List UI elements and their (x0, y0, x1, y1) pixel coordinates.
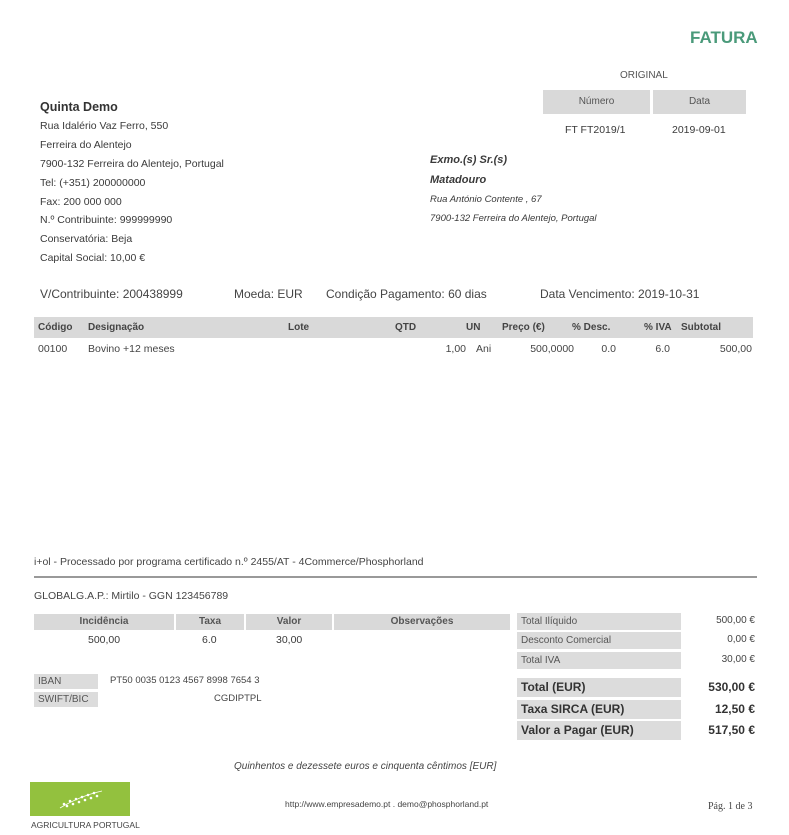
tax-col-value: Valor (246, 614, 332, 630)
number-header: Número (543, 90, 650, 114)
payment-terms: Condição Pagamento: 60 dias (326, 287, 487, 301)
summary-value-gross: 500,00 € (716, 615, 755, 626)
item-price: 500,0000 (530, 343, 574, 355)
company-phone: Tel: (+351) 200000000 (40, 177, 146, 189)
client-taxpayer: V/Contribuinte: 200438999 (40, 287, 183, 301)
iban-label: IBAN (34, 674, 98, 689)
item-qty: 1,00 (445, 343, 466, 355)
col-subtotal: Subtotal (681, 322, 721, 333)
summary-label-total: Total (EUR) (517, 678, 681, 697)
summary-label-discount: Desconto Comercial (517, 632, 681, 649)
item-code: 00100 (38, 343, 68, 355)
currency: Moeda: EUR (234, 287, 303, 301)
summary-label-sirca: Taxa SIRCA (EUR) (517, 700, 681, 719)
globalgap-note: GLOBALG.A.P.: Mirtilo - GGN 123456789 (34, 590, 229, 602)
item-unit: Ani (476, 343, 492, 355)
document-number: FT FT2019/1 (565, 124, 626, 136)
col-price: Preço (€) (502, 322, 545, 333)
company-postal: 7900-132 Ferreira do Alentejo, Portugal (40, 158, 224, 170)
eu-organic-logo (30, 782, 130, 816)
item-vat: 6.0 (655, 343, 670, 355)
col-code: Código (38, 322, 73, 333)
col-qty: QTD (395, 322, 417, 333)
date-header: Data (653, 90, 746, 114)
amount-in-words: Quinhentos e dezessete euros e cinquenta cêntimos [EUR] (234, 761, 497, 772)
summary-value-payable: 517,50 € (708, 723, 755, 737)
summary-label-payable: Valor a Pagar (EUR) (517, 721, 681, 740)
summary-value-discount: 0,00 € (727, 634, 755, 645)
document-title: FATURA (690, 28, 758, 47)
tax-rate: 6.0 (202, 634, 217, 646)
summary-label-gross: Total Ilíquido (517, 613, 681, 630)
item-description: Bovino +12 meses (88, 343, 175, 355)
copy-label: ORIGINAL (620, 70, 668, 81)
swift-label: SWIFT/BIC (34, 692, 98, 707)
due-date: Data Vencimento: 2019-10-31 (540, 287, 700, 301)
col-discount: % Desc. (572, 322, 611, 333)
certification-note: i+ol - Processado por programa certificado n.º 2455/AT - 4Commerce/Phosphorland (34, 556, 424, 568)
tax-value: 30,00 (276, 634, 303, 646)
contact-info: http://www.empresademo.pt . demo@phosphorland.pt (285, 799, 489, 809)
col-description: Designação (88, 322, 145, 333)
tax-col-rate: Taxa (176, 614, 244, 630)
company-registry: Conservatória: Beja (40, 233, 133, 245)
summary-value-total: 530,00 € (708, 680, 755, 694)
document-date: 2019-09-01 (672, 124, 726, 136)
tax-col-notes: Observações (334, 614, 510, 630)
company-fax: Fax: 200 000 000 (40, 196, 122, 208)
item-subtotal: 500,00 (719, 343, 752, 355)
col-unit: UN (466, 322, 481, 333)
company-capital: Capital Social: 10,00 € (40, 252, 146, 264)
item-discount: 0.0 (601, 343, 616, 355)
company-city: Ferreira do Alentejo (40, 139, 132, 151)
col-lot: Lote (288, 322, 310, 333)
company-name: Quinta Demo (40, 100, 118, 114)
tax-col-incidence: Incidência (34, 614, 174, 630)
divider (34, 576, 757, 578)
company-taxid: N.º Contribuinte: 999999990 (40, 214, 173, 226)
client-name: Matadouro (430, 174, 487, 186)
client-salutation: Exmo.(s) Sr.(s) (430, 154, 508, 166)
client-address: Rua António Contente , 67 (430, 194, 542, 205)
summary-value-sirca: 12,50 € (714, 702, 755, 716)
iban-value: PT50 0035 0123 4567 8998 7654 3 (110, 675, 260, 686)
col-vat: % IVA (644, 322, 672, 333)
company-address: Rua Idalério Vaz Ferro, 550 (40, 120, 169, 132)
tax-incidence: 500,00 (88, 634, 121, 646)
summary-label-vat: Total IVA (517, 652, 681, 669)
client-postal: 7900-132 Ferreira do Alentejo, Portugal (430, 213, 597, 224)
swift-value: CGDIPTPL (214, 693, 262, 704)
logo-caption: AGRICULTURA PORTUGAL (31, 820, 140, 830)
page-number: Pág. 1 de 3 (708, 801, 753, 812)
summary-value-vat: 30,00 € (721, 654, 755, 665)
